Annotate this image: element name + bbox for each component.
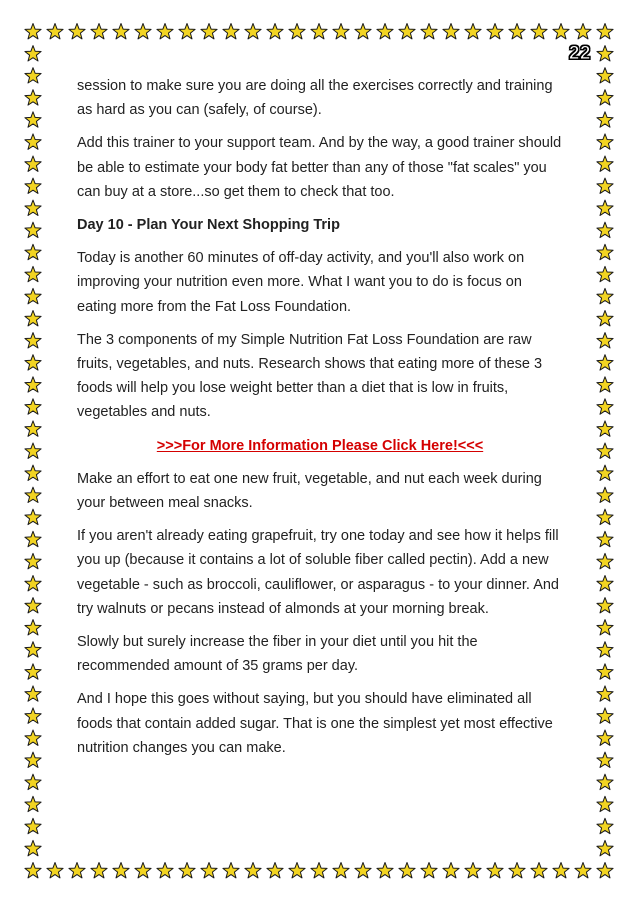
star-icon bbox=[47, 863, 63, 878]
star-icon bbox=[399, 24, 415, 39]
star-icon bbox=[597, 553, 613, 568]
star-icon bbox=[267, 863, 283, 878]
star-icon bbox=[465, 24, 481, 39]
star-icon bbox=[25, 355, 41, 370]
star-icon bbox=[25, 288, 41, 303]
star-icon bbox=[135, 863, 151, 878]
paragraph-added-sugar: And I hope this goes without saying, but you should have eliminated all foods that contain added sugar. That is one the simplest yet most effective nutrition changes you can make. bbox=[77, 691, 553, 756]
star-icon bbox=[25, 68, 41, 83]
star-icon bbox=[597, 620, 613, 635]
star-icon bbox=[113, 24, 129, 39]
star-icon bbox=[465, 863, 481, 878]
star-icon bbox=[25, 266, 41, 281]
star-icon bbox=[135, 24, 151, 39]
star-icon bbox=[91, 24, 107, 39]
star-icon bbox=[25, 840, 41, 855]
star-icon bbox=[597, 112, 613, 127]
star-icon bbox=[531, 24, 547, 39]
star-icon bbox=[157, 863, 173, 878]
star-icon bbox=[597, 24, 613, 39]
star-icon bbox=[597, 333, 613, 348]
star-icon bbox=[25, 686, 41, 701]
star-icon bbox=[597, 399, 613, 414]
star-icon bbox=[597, 134, 613, 149]
star-icon bbox=[597, 796, 613, 811]
page-body bbox=[77, 74, 563, 769]
star-icon bbox=[597, 311, 613, 326]
star-icon bbox=[597, 642, 613, 657]
paragraph-grapefruit: If you aren't already eating grapefruit, try one today and see how it helps fill you up (because it contains a lot of soluble fiber called pectin). Add a new vegetable - such as broccoli, cauliflower, or asparagus - to your dinner. And try walnuts or pecans instead of almonds at your morning break. bbox=[77, 528, 559, 617]
star-icon bbox=[25, 311, 41, 326]
star-icon bbox=[267, 24, 283, 39]
star-icon bbox=[25, 244, 41, 259]
star-icon bbox=[377, 863, 393, 878]
star-icon bbox=[333, 863, 349, 878]
star-icon bbox=[597, 68, 613, 83]
star-icon bbox=[597, 465, 613, 480]
star-icon bbox=[421, 24, 437, 39]
star-icon bbox=[597, 576, 613, 591]
star-icon bbox=[25, 863, 41, 878]
star-icon bbox=[69, 863, 85, 878]
star-icon bbox=[25, 730, 41, 745]
star-icon bbox=[245, 24, 261, 39]
star-icon bbox=[597, 487, 613, 502]
star-icon bbox=[25, 421, 41, 436]
star-icon bbox=[597, 598, 613, 613]
star-icon bbox=[597, 355, 613, 370]
star-icon bbox=[311, 863, 327, 878]
star-icon bbox=[25, 664, 41, 679]
star-icon bbox=[597, 840, 613, 855]
star-icon bbox=[509, 863, 525, 878]
star-icon bbox=[157, 24, 173, 39]
page-number: 22 bbox=[568, 43, 591, 64]
star-icon bbox=[47, 24, 63, 39]
star-icon bbox=[25, 487, 41, 502]
star-icon bbox=[597, 752, 613, 767]
star-icon bbox=[597, 222, 613, 237]
star-icon bbox=[289, 863, 305, 878]
star-icon bbox=[179, 24, 195, 39]
star-icon bbox=[25, 90, 41, 105]
star-icon bbox=[597, 708, 613, 723]
star-icon bbox=[597, 863, 613, 878]
paragraph-fiber: Slowly but surely increase the fiber in your diet until you hit the recommended amount of 35 grams per day. bbox=[77, 634, 478, 675]
star-icon bbox=[597, 178, 613, 193]
star-icon bbox=[597, 244, 613, 259]
star-icon bbox=[377, 24, 393, 39]
star-icon bbox=[223, 863, 239, 878]
star-icon bbox=[333, 24, 349, 39]
star-icon bbox=[597, 288, 613, 303]
star-icon bbox=[25, 24, 41, 39]
star-icon bbox=[25, 774, 41, 789]
star-icon bbox=[597, 90, 613, 105]
star-icon bbox=[597, 266, 613, 281]
star-icon bbox=[25, 509, 41, 524]
paragraph-day10-intro: Today is another 60 minutes of off-day activity, and you'll also work on improving your nutrition even more. What I want you to do is focus on eating more from the Fat Loss Foundation. bbox=[77, 250, 525, 315]
star-icon bbox=[223, 24, 239, 39]
star-icon bbox=[25, 796, 41, 811]
star-icon bbox=[25, 134, 41, 149]
star-icon bbox=[25, 553, 41, 568]
star-icon bbox=[25, 399, 41, 414]
paragraph-trainer: Add this trainer to your support team. And by the way, a good trainer should be able to estimate your body fat better than any of those "fat scales" you can buy at a store...so get them to check that too. bbox=[77, 135, 562, 200]
star-icon bbox=[179, 863, 195, 878]
star-icon bbox=[25, 178, 41, 193]
star-icon bbox=[25, 642, 41, 657]
star-icon bbox=[421, 863, 437, 878]
star-icon bbox=[69, 24, 85, 39]
star-icon bbox=[597, 46, 613, 61]
star-icon bbox=[597, 686, 613, 701]
star-icon bbox=[201, 863, 217, 878]
paragraph-continued-session: session to make sure you are doing all the exercises correctly and training as hard as you can (safely, of course). bbox=[77, 78, 553, 119]
star-icon bbox=[487, 863, 503, 878]
star-icon bbox=[25, 752, 41, 767]
star-icon bbox=[25, 443, 41, 458]
star-icon bbox=[531, 863, 547, 878]
star-icon bbox=[25, 598, 41, 613]
star-icon bbox=[597, 377, 613, 392]
star-icon bbox=[245, 863, 261, 878]
star-icon bbox=[575, 863, 591, 878]
star-icon bbox=[355, 24, 371, 39]
star-icon bbox=[91, 863, 107, 878]
star-icon bbox=[25, 377, 41, 392]
star-icon bbox=[25, 465, 41, 480]
star-icon bbox=[575, 24, 591, 39]
star-icon bbox=[201, 24, 217, 39]
star-icon bbox=[597, 421, 613, 436]
star-icon bbox=[113, 863, 129, 878]
star-icon bbox=[25, 222, 41, 237]
star-icon bbox=[597, 664, 613, 679]
star-icon bbox=[355, 863, 371, 878]
section-heading: Day 10 - Plan Your Next Shopping Trip bbox=[77, 217, 340, 234]
star-icon bbox=[25, 112, 41, 127]
star-icon bbox=[553, 863, 569, 878]
star-icon bbox=[597, 730, 613, 745]
star-icon bbox=[597, 531, 613, 546]
more-info-link[interactable]: >>>For More Information Please Click Here!<<< bbox=[156, 437, 484, 454]
star-icon bbox=[25, 46, 41, 61]
star-icon bbox=[597, 156, 613, 171]
star-icon bbox=[25, 708, 41, 723]
paragraph-new-foods: Make an effort to eat one new fruit, vegetable, and nut each week during your between meal snacks. bbox=[77, 470, 542, 512]
star-icon bbox=[25, 576, 41, 591]
star-icon bbox=[25, 620, 41, 635]
star-icon bbox=[509, 24, 525, 39]
star-icon bbox=[443, 24, 459, 39]
star-icon bbox=[597, 443, 613, 458]
star-icon bbox=[25, 333, 41, 348]
star-icon bbox=[25, 531, 41, 546]
star-icon bbox=[597, 200, 613, 215]
star-icon bbox=[25, 200, 41, 215]
more-info-link-row bbox=[77, 434, 563, 458]
star-icon bbox=[487, 24, 503, 39]
star-icon bbox=[443, 863, 459, 878]
star-icon bbox=[311, 24, 327, 39]
star-icon bbox=[597, 774, 613, 789]
paragraph-fat-loss-foundation: The 3 components of my Simple Nutrition Fat Loss Foundation are raw fruits, vegetables, and nuts. Research shows that eating more of these 3 foods will help you lose weight better than a diet that is low in fruits, vegetables and nuts. bbox=[77, 331, 543, 421]
star-icon bbox=[597, 509, 613, 524]
star-icon bbox=[399, 863, 415, 878]
star-icon bbox=[597, 818, 613, 833]
star-icon bbox=[25, 156, 41, 171]
star-icon bbox=[553, 24, 569, 39]
star-icon bbox=[289, 24, 305, 39]
star-icon bbox=[25, 818, 41, 833]
